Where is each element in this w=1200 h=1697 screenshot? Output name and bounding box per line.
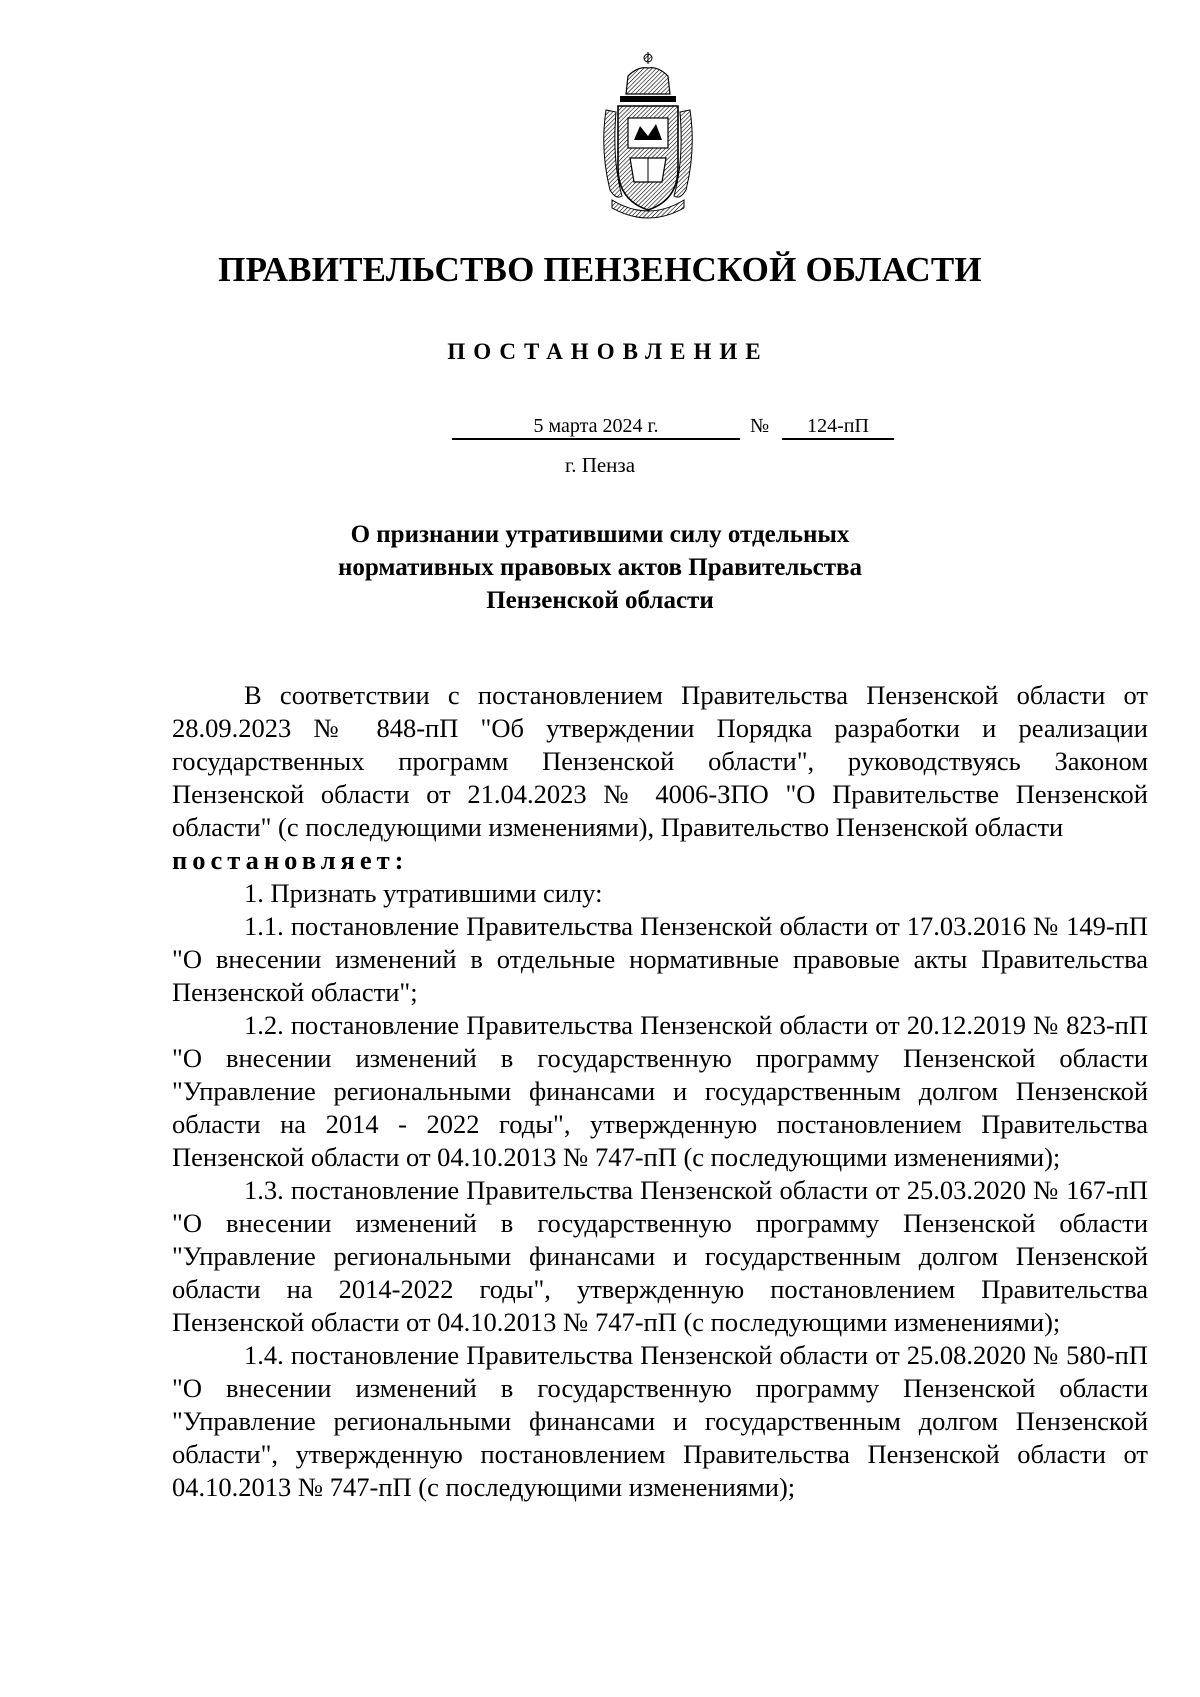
date-number-line bbox=[0, 414, 1200, 444]
item-1-2: 1.2. постановление Правительства Пензенской области от 20.12.2019 № 823-пП "О внесении изменений в государственную программу Пензенской области "Управление региональными финансами и государственным долгом Пензенской области на 2014 - 2022 годы", утвержденную постановлением Правительства Пензенской области от 04.10.2013 № 747-пП (с последующими изменениями); bbox=[172, 1010, 1148, 1172]
item-1-1: 1.1. постановление Правительства Пензенской области от 17.03.2016 № 149-пП "О внесении изменений в отдельные нормативные правовые акты Правительства Пензенской области"; bbox=[172, 911, 1148, 1007]
coat-of-arms-emblem-icon bbox=[598, 50, 698, 220]
government-name: ПРАВИТЕЛЬСТВО ПЕНЗЕНСКОЙ ОБЛАСТИ bbox=[218, 250, 982, 289]
document-title-line: нормативных правовых актов Правительства bbox=[337, 554, 863, 581]
document-number: 124-пП bbox=[782, 414, 894, 440]
item-1-4: 1.4. постановление Правительства Пензенской области от 25.08.2020 № 580-пП "О внесении изменений в государственную программу Пензенской области "Управление региональными финансами и государственным долгом Пензенской области", утвержденную постановлением Правительства Пензенской области от 04.10.2013 № 747-пП (с последующими изменениями); bbox=[172, 1340, 1148, 1502]
item-1: 1. Признать утратившими силу: bbox=[244, 878, 603, 908]
preamble-paragraph: В соответствии с постановлением Правительства Пензенской области от 28.09.2023 № 848-пП "Об утверждении Порядка разработки и реализации государственных программ Пензенской области", руководствуясь Законом Пензенской области от 21.04.2023 № 4006-ЗПО "О Правительстве Пензенской области" (с последующими изменениями), Правительство Пензенской области bbox=[172, 680, 1148, 842]
document-title-line: О признании утратившими силу отдельных bbox=[350, 521, 850, 548]
city: г. Пенза bbox=[564, 453, 636, 477]
document-date: 5 марта 2024 г. bbox=[452, 414, 740, 440]
document-body bbox=[172, 679, 1148, 1504]
document-title-line: Пензенской области bbox=[486, 587, 714, 614]
item-1-3: 1.3. постановление Правительства Пензенской области от 25.03.2020 № 167-пП "О внесении изменений в государственную программу Пензенской области "Управление региональными финансами и государственным долгом Пензенской области на 2014-2022 годы", утвержденную постановлением Правительства Пензенской области от 04.10.2013 № 747-пП (с последующими изменениями); bbox=[172, 1175, 1148, 1337]
document-type: ПОСТАНОВЛЕНИЕ bbox=[447, 339, 769, 364]
resolves-word: постановляет: bbox=[172, 845, 409, 875]
resolves-line bbox=[172, 844, 1148, 877]
document-title bbox=[0, 518, 1200, 617]
number-sign: № bbox=[750, 415, 770, 437]
